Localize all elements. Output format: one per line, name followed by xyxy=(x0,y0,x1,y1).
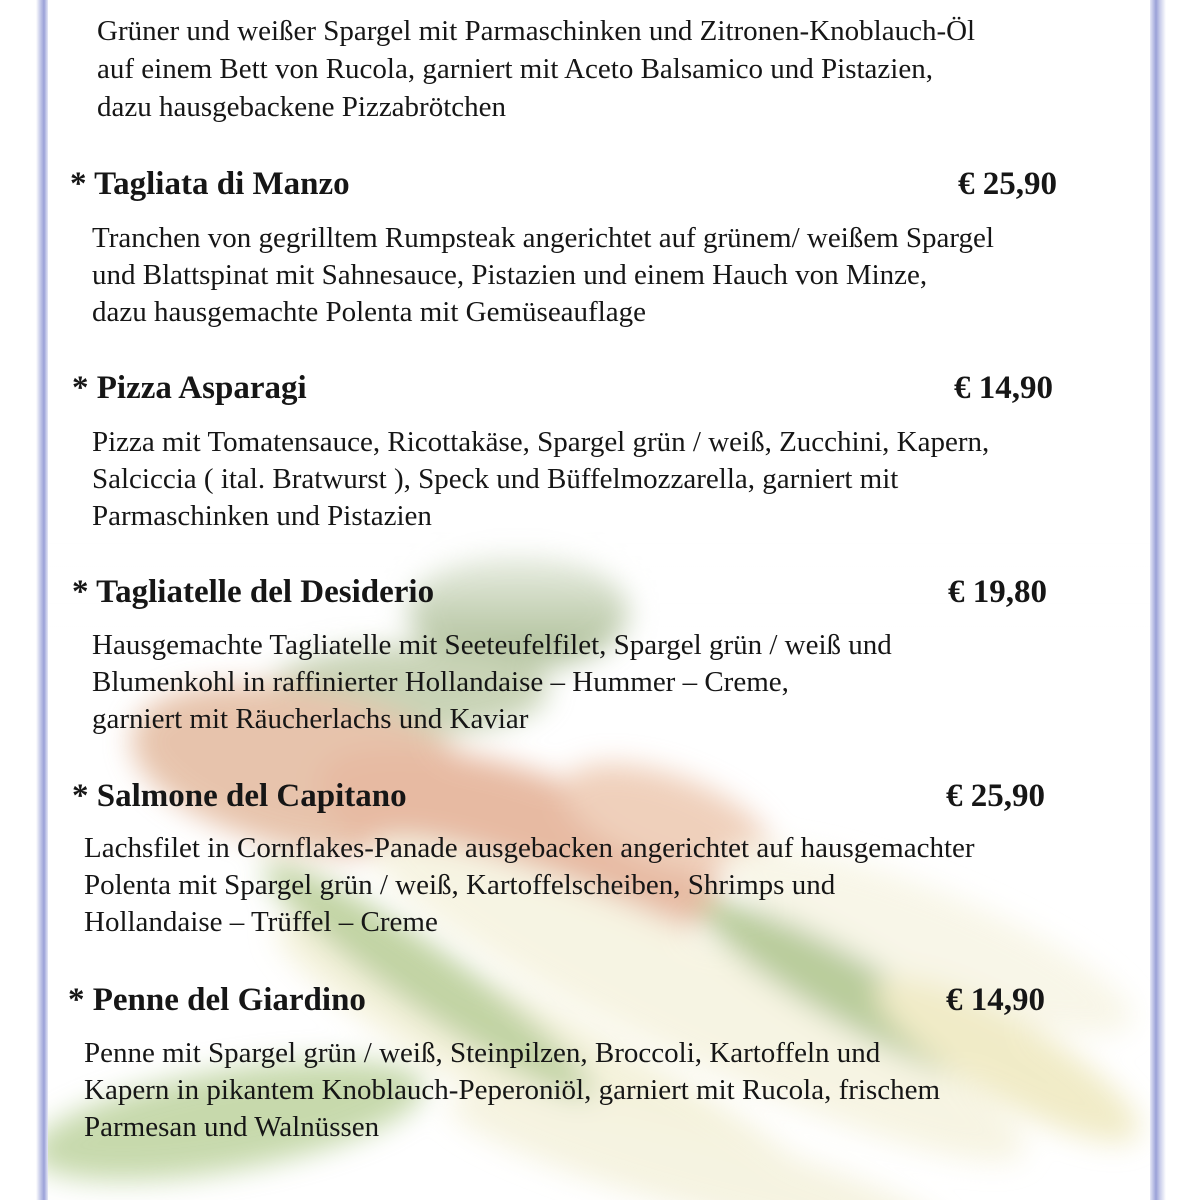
dish-description-pizza-asparagi xyxy=(92,424,1137,535)
description-line: Pizza mit Tomatensauce, Ricottakäse, Spargel grün / weiß, Zucchini, Kapern, xyxy=(92,426,990,458)
dish-title-penne-del-giardino: * Penne del Giardino xyxy=(68,982,366,1018)
dish-description-salmone-del-capitano xyxy=(84,830,1129,941)
description-line: dazu hausgemachte Polenta mit Gemüseauflage xyxy=(92,296,647,328)
description-line: Blumenkohl in raffinierter Hollandaise – Hummer – Creme, xyxy=(92,666,789,698)
dish-price-pizza-asparagi: € 14,90 xyxy=(954,370,1053,406)
description-line: Parmaschinken und Pistazien xyxy=(92,500,432,532)
intro-line: dazu hausgebackene Pizzabrötchen xyxy=(97,91,507,123)
description-line: Hollandaise – Trüffel – Creme xyxy=(84,906,438,938)
dish-title-pizza-asparagi: * Pizza Asparagi xyxy=(72,370,307,406)
description-line: garniert mit Räucherlachs und Kaviar xyxy=(92,703,529,735)
dish-price-penne-del-giardino: € 14,90 xyxy=(946,982,1045,1018)
dish-price-tagliatelle-del-desiderio: € 19,80 xyxy=(948,574,1047,610)
dish-title-salmone-del-capitano: * Salmone del Capitano xyxy=(72,778,407,814)
description-line: Kapern in pikantem Knoblauch-Peperoniöl, garniert mit Rucola, frischem xyxy=(84,1074,941,1106)
dish-description-tagliatelle-del-desiderio xyxy=(92,627,1137,738)
description-line: Hausgemachte Tagliatelle mit Seeteufelfilet, Spargel grün / weiß und xyxy=(92,629,892,661)
description-line: Penne mit Spargel grün / weiß, Steinpilzen, Broccoli, Kartoffeln und xyxy=(84,1037,881,1069)
intro-line: auf einem Bett von Rucola, garniert mit Aceto Balsamico und Pistazien, xyxy=(97,53,933,85)
dish-title-tagliata-di-manzo: * Tagliata di Manzo xyxy=(70,166,350,202)
dish-description-penne-del-giardino xyxy=(84,1035,1129,1146)
dish-price-tagliata-di-manzo: € 25,90 xyxy=(958,166,1057,202)
intro-line: Grüner und weißer Spargel mit Parmaschinken und Zitronen-Knoblauch-Öl xyxy=(97,15,976,47)
description-line: Polenta mit Spargel grün / weiß, Kartoffelscheiben, Shrimps und xyxy=(84,869,836,901)
dish-description-tagliata-di-manzo xyxy=(92,220,1137,331)
description-line: und Blattspinat mit Sahnesauce, Pistazien und einem Hauch von Minze, xyxy=(92,259,928,291)
dish-title-tagliatelle-del-desiderio: * Tagliatelle del Desiderio xyxy=(72,574,435,610)
description-line: Tranchen von gegrilltem Rumpsteak angerichtet auf grünem/ weißem Spargel xyxy=(92,222,994,254)
description-line: Lachsfilet in Cornflakes-Panade ausgebacken angerichtet auf hausgemachter xyxy=(84,832,975,864)
dish-price-salmone-del-capitano: € 25,90 xyxy=(946,778,1045,814)
description-line: Salciccia ( ital. Bratwurst ), Speck und Büffelmozzarella, garniert mit xyxy=(92,463,899,495)
intro-description xyxy=(97,12,1137,126)
description-line: Parmesan und Walnüssen xyxy=(84,1111,380,1143)
